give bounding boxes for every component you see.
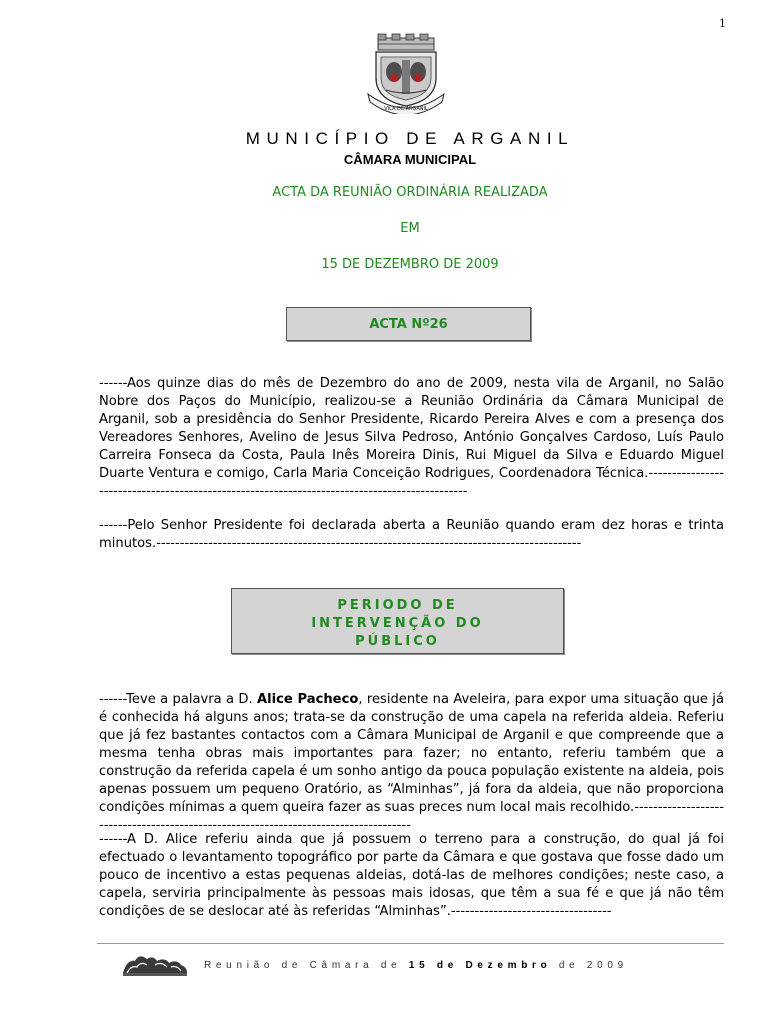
- speaker-name: Alice Pacheco: [257, 692, 359, 707]
- footer-logo-icon: [121, 951, 189, 979]
- footer-month: de Dezembro: [436, 960, 552, 971]
- acta-number: ACTA Nº26: [369, 316, 448, 332]
- section-title-line-3: PÚBLICO: [355, 634, 440, 649]
- paragraph-text: , residente na Aveleira, para expor uma situação que já é conhecida há alguns anos; trata-se da construção de uma capela na referida aldeia. Referiu que já fez bastantes contactos com a Câmara Municipal de Arganil e que compreende que a mesma tenha obras mais importantes para fazer; no entanto, referiu também que a construção da referida capela é um sonho antigo da pouca população existente na aldeia, pois apenas possuem um pequeno Oratório, as “Alminhas”, já fora da aldeia, que não proporciona condições mínimas a quem queira fazer as suas preces num local mais recolhido.-------------------------------------------------------------------------------------: [99, 692, 724, 833]
- arganil-crest-icon: [364, 30, 448, 114]
- page-number: 1: [719, 17, 726, 30]
- footer-prefix: Reunião de Câmara de: [204, 960, 409, 971]
- paragraph-opening-time: ------Pelo Senhor Presidente foi declarada aberta a Reunião quando eram dez horas e trinta minutos.------------------------------------------------------------------------------------------: [99, 518, 724, 551]
- meeting-date: 15 DE DEZEMBRO DE 2009: [321, 257, 499, 272]
- municipio-title: MUNICÍPIO DE ARGANIL: [245, 129, 575, 148]
- footer-divider: [97, 943, 724, 944]
- camara-subtitle: CÂMARA MUNICIPAL: [343, 152, 477, 167]
- section-title-line-2: INTERVENÇÃO DO: [311, 616, 484, 631]
- footer-suffix: de 2009: [551, 960, 628, 971]
- paragraph-continuation: ------A D. Alice referiu ainda que já possuem o terreno para a construção, do qual já foi efectuado o levantamento topográfico por parte da Câmara e que gostava que fosse dado um pouco de incentivo a estas pequenas aldeias, dotá-las de melhores condições; neste caso, a capela, serviria principalmente às pessoas mais idosas, que têm a sua fé e que já não têm condições de se deslocar até às referidas “Alminhas”.----------------------------------: [99, 832, 724, 919]
- acta-number-box: [286, 307, 531, 341]
- section-title-box: [231, 588, 564, 654]
- section-title-line-1: PERIODO DE: [337, 598, 458, 613]
- paragraph-opening: ------Aos quinze dias do mês de Dezembro do ano de 2009, nesta vila de Arganil, no Salão Nobre dos Paços do Município, realizou-se a Reunião Ordinária da Câmara Municipal de Arganil, sob a presidência do Senhor Presidente, Ricardo Pereira Alves e com a presença dos Vereadores Senhores, Avelino de Jesus Silva Pedroso, António Gonçalves Cardoso, Luís Paulo Carreira Fonseca da Costa, Paula Inês Moreira Dinis, Rui Miguel da Silva e Eduardo Miguel Duarte Ventura e comigo, Carla Maria Conceição Rodrigues, Coordenadora Técnica.----------------------------------------------------------------------------------------------: [99, 376, 724, 499]
- em-line: EM: [400, 221, 420, 236]
- footer-text: [204, 960, 628, 971]
- footer-day: 15: [408, 960, 430, 971]
- svg-text:VILA DE ARGANIL: VILA DE ARGANIL: [384, 106, 428, 112]
- acta-heading: ACTA DA REUNIÃO ORDINÁRIA REALIZADA: [272, 185, 548, 200]
- paragraph-prefix: ------Teve a palavra a D.: [99, 692, 258, 707]
- paragraph-public-intervention: [99, 691, 724, 835]
